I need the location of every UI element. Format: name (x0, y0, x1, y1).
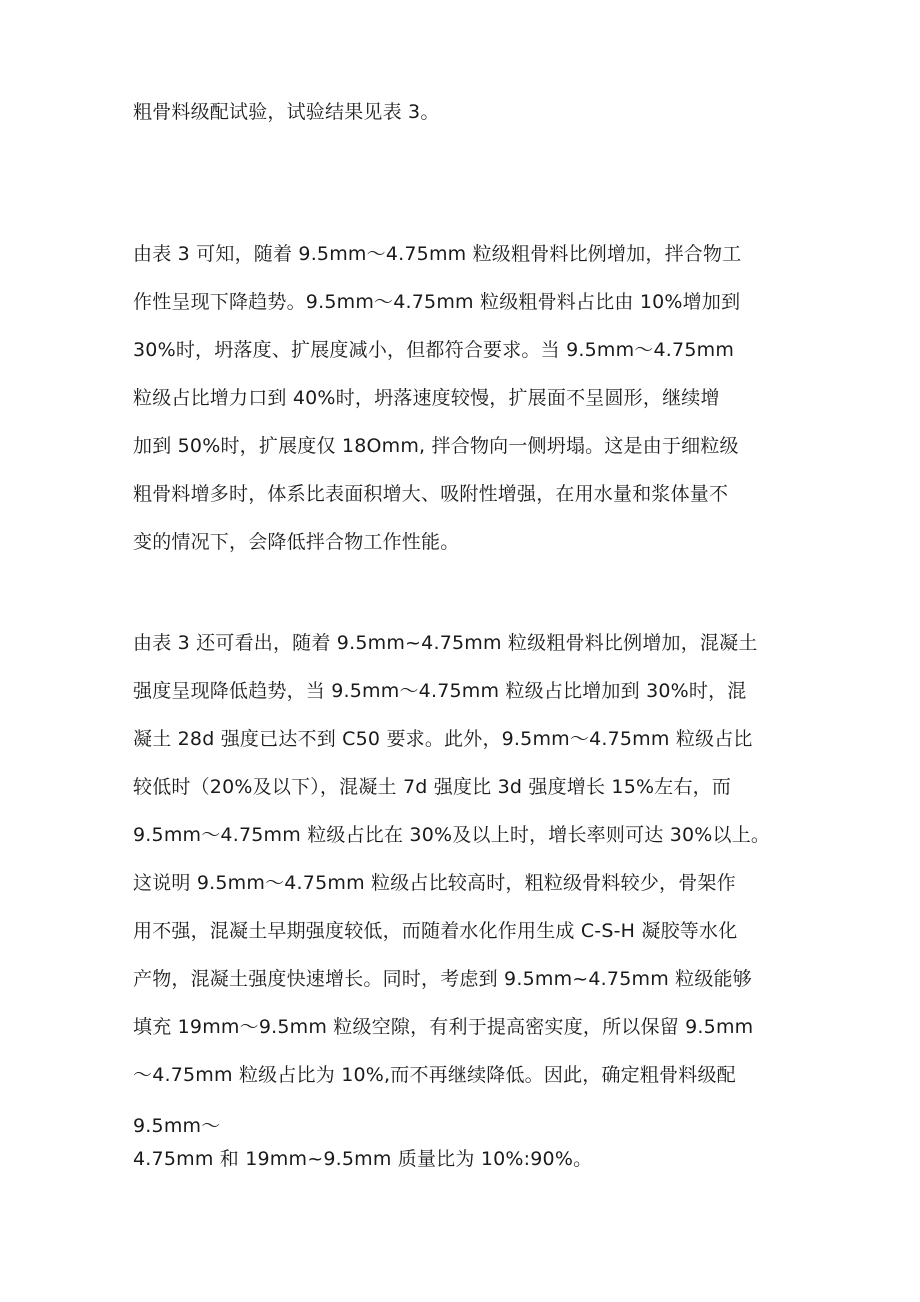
paragraph-3-line-11: 9.5mm～ (133, 1115, 221, 1137)
paragraph-2-line-7: 变的情况下，会降低拌合物工作性能。 (133, 531, 460, 553)
paragraph-3-line-5: 9.5mm～4.75mm 粒级占比在 30%及以上时，增长率则可达 30%以上。 (133, 824, 771, 846)
paragraph-3-line-8: 产物，混凝土强度快速增长。同时，考虑到 9.5mm~4.75mm 粒级能够 (133, 968, 752, 990)
paragraph-3-line-2: 强度呈现降低趋势，当 9.5mm～4.75mm 粒级占比增加到 30%时，混 (133, 680, 747, 702)
paragraph-3-line-3: 凝土 28d 强度已达不到 C50 要求。此外，9.5mm～4.75mm 粒级占比 (133, 728, 753, 750)
paragraph-2-line-4: 粒级占比增力口到 40%时，坍落速度较慢，扩展面不呈圆形，继续增 (133, 387, 720, 409)
paragraph-2-line-5: 加到 50%时，扩展度仅 18Omm, 拌合物向一侧坍塌。这是由于细粒级 (133, 435, 739, 457)
paragraph-2-line-1: 由表 3 可知，随着 9.5mm～4.75mm 粒级粗骨料比例增加，拌合物工 (133, 243, 742, 265)
paragraph-2-line-2: 作性呈现下降趋势。9.5mm～4.75mm 粒级粗骨料占比由 10%增加到 (133, 291, 741, 313)
paragraph-3-line-7: 用不强，混凝土早期强度较低，而随着水化作用生成 C-S-H 凝胶等水化 (133, 920, 738, 942)
paragraph-3-line-12: 4.75mm 和 19mm~9.5mm 质量比为 10%:90%。 (133, 1148, 593, 1170)
paragraph-3-line-10: ～4.75mm 粒级占比为 10%,而不再继续降低。因此，确定粗骨料级配 (133, 1064, 736, 1086)
paragraph-2-line-6: 粗骨料增多时，体系比表面积增大、吸附性增强，在用水量和浆体量不 (133, 483, 729, 505)
paragraph-1-line-1: 粗骨料级配试验，试验结果见表 3。 (133, 101, 440, 123)
paragraph-3-line-4: 较低时（20%及以下），混凝土 7d 强度比 3d 强度增长 15%左右，而 (133, 776, 732, 798)
paragraph-3-line-9: 填充 19mm～9.5mm 粒级空隙，有利于提高密实度，所以保留 9.5mm (133, 1016, 754, 1038)
paragraph-3-line-1: 由表 3 还可看出，随着 9.5mm~4.75mm 粒级粗骨料比例增加，混凝土 (133, 632, 758, 654)
paragraph-3-line-6: 这说明 9.5mm～4.75mm 粒级占比较高时，粗粒级骨料较少，骨架作 (133, 872, 736, 894)
paragraph-2-line-3: 30%时，坍落度、扩展度减小，但都符合要求。当 9.5mm～4.75mm (133, 339, 735, 361)
